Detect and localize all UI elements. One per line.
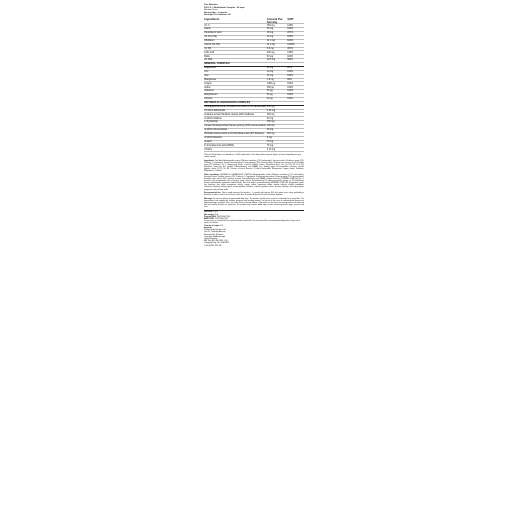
other-ingredients-text: METABOLIC ENHANCERS COMPLEX [Ashwagandha extract Withania somnifera (1.5% withanolids), Guarana extract Paullinia cupana (22% Caffeine), L-Tryptophan, Korean ginseng extract Panax ginseng (15% ginsenosides), Rhodiola rosea extract (3% rosavins), inositol, P-aminobenzoic acid (PABA), choline bitartrate], VITAMIN COMPLEX [vit. C, ascorbic acid; nicotinamide; niacin (nicotinic acid); calcium D-pantothenate; DL-alpha-tocopheryl acetate; vit. B2 (riboflavin); thiamin hydrochloride; pyridoxine hydrochloride; folic acid; biotin; cyanocobalamin], MINERAL COMPLEX [magnesium oxide; iron fumarate; zinc oxide; manganese sulfate; copper sulfate; potassium iodide; sodium selenite; sodium molybdate; chromium chloride], bulking agent: microcrystalline cellulose, capsule (gelatin, colour: titanium dioxide), anti-caking agent: magnesium salts of fatty acids. xyxy=(204,173,305,191)
nutrient-name: Folic Acid xyxy=(204,51,267,55)
nutrient-name: Riboflavin xyxy=(204,39,267,43)
nutrient-name: Choline xyxy=(204,148,267,152)
recommended-use-text: Take a single serving of the product – 1 capsule with approx. 300 ml of water, once a day, preferably at breakfast or after a meal. Do not use for more than 2 months. Attention! Do not use before bedtime. xyxy=(204,192,304,197)
nutrient-name: Tiamin (Vit. B1) xyxy=(204,43,267,47)
warnings-paragraph xyxy=(204,198,304,208)
nutrient-amount: 15 mg xyxy=(267,74,287,78)
nutrient-amount: 12 mg xyxy=(267,35,287,39)
nutrient-ri: 267% xyxy=(287,32,304,36)
facts-title: Nutrition Facts xyxy=(204,9,218,12)
nutrient-amount: 15 mg xyxy=(267,128,287,132)
warnings-text: Do not exceed the recommended daily dose. The product should not be used as a substitute for a varied diet. The preparation is not intended for children, pregnant and lactating women. Do not use in the case of cardiovascular diseases or hypersensitivity to caffeine. Store out of the reach of young children. Information on the label concerning products is balanced diet and healthy lifestyle are important. The product may contain: xyxy=(204,198,304,207)
nutrient-ri xyxy=(287,148,304,152)
importer-line: Unit 11, Ormesby Avenue, xyxy=(204,231,226,234)
nutrient-amount: 75 mg xyxy=(267,144,287,148)
product-details xyxy=(204,210,304,247)
mineral-complex-section-title: MINERAL COMPLEX xyxy=(204,63,304,67)
ingredients-label: Ingredients: xyxy=(204,159,215,162)
importer-line: Ormesby, Middlesbrough, xyxy=(204,235,226,238)
ingredients-text: Folic Acid, Ashwagandha extract Withania somnifera (1.5% withanolids), Guarana extract Paullinia cupana (22% Caffeine), L-Tryptophan, Korean Ginseng Extract Panax ginseng (15% Ginsenosides), Rhodiola rosea extract (root) Rhodiola rosea (3% Rosavin), Vit. C, Magnesium, Biotin, of which Caffeine, Niacin, Pantothenic Acid, Iron, Vit. B12, Vit. E (α-TE), Riboflavin, Tiamin (vit. B1), Inositol, P-Aminobenzoic acid (PABA), Zinc, bulking agent: microcrystalline cellulose, capsule (gelatin, colour: E171), Vit. B6, Chrome, of which Rosavin, Of which withanolids, Manganese, Copper, Iodine, Selenium, Molybdenum, Choline. xyxy=(204,159,304,173)
nutrient-ri: 1009% xyxy=(287,43,304,47)
nutrient-amount: 2.25 mg xyxy=(267,109,287,113)
disclaimer: Do not use as a substitute for a balanced and varied diet. Do not exceed the recommended daily dose. Keep out of reach of children. xyxy=(204,220,301,225)
nutrient-name: Rhodiola rosea extract (root) Rhodiola rosea (3% Rosavin) xyxy=(204,132,267,136)
importer-line: Company Reg. No. 09409822 xyxy=(204,242,230,245)
col-ingredients: Ingredients xyxy=(204,18,267,24)
nutrient-ri: 95% xyxy=(287,78,304,82)
nutrient-ri: 145% xyxy=(287,51,304,55)
nutrition-label xyxy=(204,4,304,247)
table-row xyxy=(204,148,304,152)
barcode-label: BARCODE: xyxy=(204,218,215,221)
nutrient-amount: 150 mg xyxy=(267,113,287,117)
nutrient-ri: 100% xyxy=(287,55,304,59)
warnings-label: Warnings: xyxy=(204,198,213,200)
importer-line: United Kingdom xyxy=(204,237,218,240)
nutrient-name: Manganese xyxy=(204,78,267,82)
nutrient-amount: 11.1 mg xyxy=(267,39,287,43)
nutrient-ri: 500% xyxy=(287,59,304,63)
ingredients-paragraph xyxy=(204,160,304,173)
nutrient-amount: 150 µg xyxy=(267,86,287,90)
ean-value: 5902114017965 xyxy=(216,215,231,218)
importer-line: Riverside Rd, Northern, xyxy=(204,233,224,236)
nutrient-name: Biotin xyxy=(204,55,267,59)
nutrient-amount: 50 mg xyxy=(267,55,287,59)
metabolic-complex-section-title: METABOLIC ENHANCERS COMPLEX xyxy=(204,101,304,105)
warnings-tail: ; cereals containing gluten; eggs; peanuts and nuts. xyxy=(204,204,304,209)
importer-line: Protein Body Nutrition Ltd, xyxy=(204,229,227,232)
ean-label: Product EAN: xyxy=(204,215,217,218)
nutrient-amount: 50 µg xyxy=(267,94,287,98)
barcode-value: 5902114017965 xyxy=(214,218,229,221)
origin-value: UK xyxy=(220,224,224,227)
recommended-use-label: Recommended use: xyxy=(204,192,222,195)
nutrient-name: Chrome xyxy=(204,97,267,101)
nutrient-amount: 100 mg xyxy=(267,125,287,129)
nutrient-name: Vit. B6 xyxy=(204,47,267,51)
nutrient-ri: 22% xyxy=(287,66,304,70)
nutrient-amount: 26 mg xyxy=(267,28,287,32)
nutrient-ri: 100% xyxy=(287,90,304,94)
col-amount: Amount Per Serving xyxy=(267,18,287,24)
nutrient-amount: 55 µg xyxy=(267,90,287,94)
origin-label: Country of origin: xyxy=(204,224,220,227)
col-ri: %RI* xyxy=(287,18,304,24)
nutrient-amount: 4.10 mg xyxy=(267,148,287,152)
nutrient-amount: 200 mg xyxy=(267,51,287,55)
nutrient-name: Selenium xyxy=(204,90,267,94)
nutrition-table xyxy=(204,18,304,152)
nutrient-name: L-Tryptophan xyxy=(204,121,267,125)
servings-per-container: Servings Per Container: 60 xyxy=(204,14,231,17)
unit-size-label: Unit Size: xyxy=(204,211,213,214)
nutrient-amount: 1000 µg xyxy=(267,82,287,86)
nutrient-name: P-Aminobenzoic acid (PABA) xyxy=(204,144,267,148)
ri-footnote: *Percent Daily Values are based on a 2,000 calorie diet. Your daily values may be higher or lower depending on your calorie needs. xyxy=(204,153,302,158)
nutrient-ri: 100% xyxy=(287,82,304,86)
nutrient-name: Pantothenic Acid xyxy=(204,32,267,36)
nutrient-name: Guarana extract Paullinia cupana (22% Caffeine) xyxy=(204,113,267,117)
label-header xyxy=(204,4,304,17)
nutrient-ri: 457% xyxy=(287,47,304,51)
nutrient-amount: 3 mg xyxy=(267,136,287,140)
recommended-use-paragraph xyxy=(204,192,304,196)
warnings-allergens: milk, soy xyxy=(258,204,267,207)
nutrient-ri: 163% xyxy=(287,28,304,32)
nutrient-name: Magnesium xyxy=(204,66,267,70)
nutrient-name: Iodine xyxy=(204,86,267,90)
nutrient-amount: 150 mg xyxy=(267,24,287,28)
nutrient-amount: 150 mg xyxy=(267,105,287,109)
other-ingredients-paragraph xyxy=(204,174,304,191)
nutrient-ri: 100% xyxy=(287,70,304,74)
nutrient-amount: 84 mg xyxy=(267,66,287,70)
nutrient-amount: 33 mg xyxy=(267,117,287,121)
other-ingredients-label: Other ingredients: xyxy=(204,173,220,176)
nutrient-name: Niacin xyxy=(204,28,267,32)
nutrient-name: Copper xyxy=(204,82,267,86)
nutrient-name: Molybdenum xyxy=(204,94,267,98)
nutrient-name: of which Ginsenosides xyxy=(204,128,267,132)
nutrient-name: Of which withanolids xyxy=(204,109,267,113)
importer-address xyxy=(204,226,304,247)
nutrient-name: Ashwagandha extract Withania somnifera (1.5% withanolids) xyxy=(204,105,267,108)
product-name: P.H.L.X.® Multivitamin Complex - 60 caps xyxy=(204,6,245,9)
nutrient-ri: 100% xyxy=(287,94,304,98)
importer-line: (+44) 01642 395 320 xyxy=(204,244,222,247)
nutrient-amount: 150 mg xyxy=(267,121,287,125)
nutrient-amount: 5.4 mg xyxy=(267,47,287,51)
nutrient-name: Vit. B12 xyxy=(204,59,267,63)
nutrient-ri: 814% xyxy=(287,39,304,43)
nutrient-amount: 14 mg xyxy=(267,70,287,74)
nutrient-name: Vit. C xyxy=(204,24,267,28)
nutrient-ri: 100% xyxy=(287,97,304,101)
nutrient-ri: 125% xyxy=(287,24,304,28)
nutrient-amount: 18 mg xyxy=(267,32,287,36)
nutrient-amount: 100 mg xyxy=(267,132,287,136)
nutrient-amount: 12.5 mg xyxy=(267,59,287,63)
nutrient-amount: 75 mg xyxy=(267,140,287,144)
nutrient-name: Vit. E (α-TE) xyxy=(204,35,267,39)
net-weight-label: Net weight: xyxy=(204,213,215,216)
brand-name: Trec Nutrition xyxy=(204,4,218,6)
nutrient-amount: 40 µg xyxy=(267,97,287,101)
nutrient-name: of which Caffeine xyxy=(204,117,267,121)
importer-label: Importer: xyxy=(204,226,213,229)
nutrient-name: Inositol xyxy=(204,140,267,144)
nutrient-name: of which Rosavin xyxy=(204,136,267,140)
importer-line: VAT Reg No. 086 1814 2 46 xyxy=(204,240,228,243)
nutrient-ri: 100% xyxy=(287,35,304,39)
nutrient-amount: 11.1 mg xyxy=(267,43,287,47)
nutrient-name: Iron xyxy=(204,70,267,74)
nutrient-name: Zinc xyxy=(204,74,267,78)
nutrient-ri: 150% xyxy=(287,74,304,78)
net-weight-value: 36g xyxy=(214,213,218,216)
serving-size: Serving Size: 1 capsule xyxy=(204,11,228,14)
nutrient-ri: 100% xyxy=(287,86,304,90)
nutrient-amount: 1.9 mg xyxy=(267,78,287,82)
unit-size-value: 1 pcs xyxy=(213,211,218,214)
nutrient-name: Korean Ginseng Extract Panax ginseng (15% Ginsenosides) xyxy=(204,125,266,128)
